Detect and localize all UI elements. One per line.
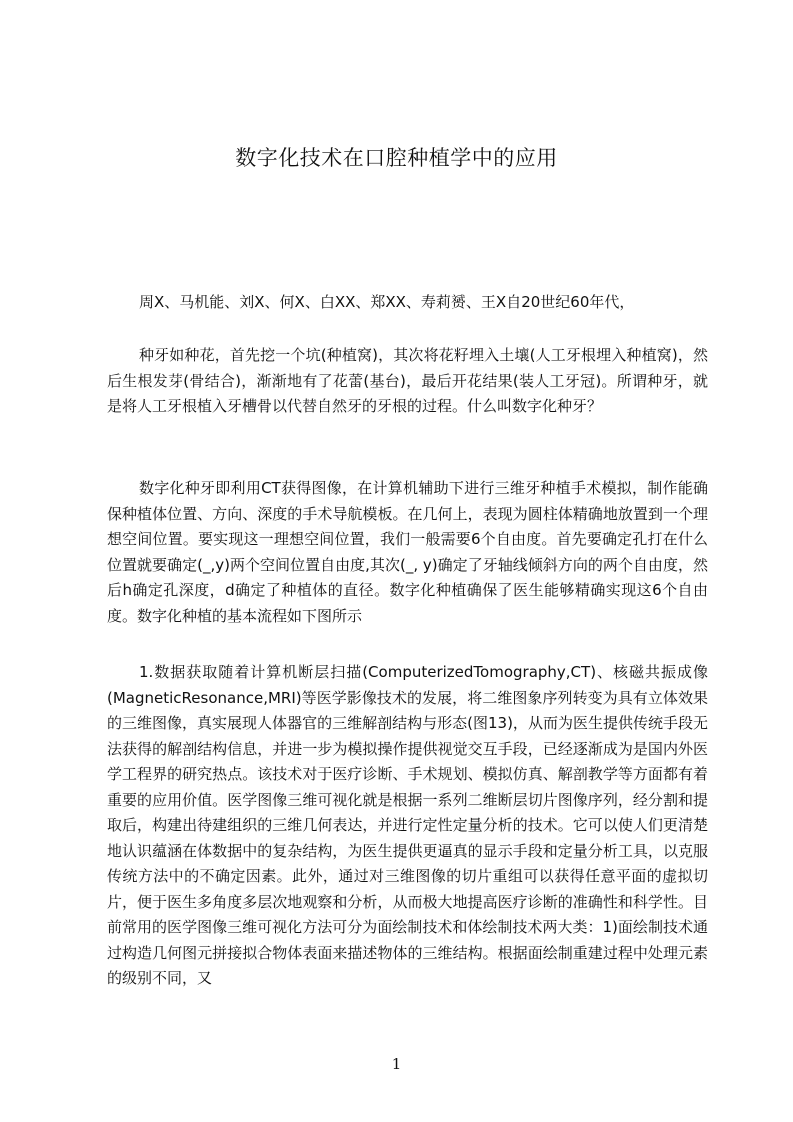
paragraph-data-acquisition: 1.数据获取随着计算机断层扫描(ComputerizedTomography,CT)、核磁共振成像(MagneticResonance,MRI)等医学影像技术的发展，将二维图象序列转变为具有立体效果的三维图像，真实展现人体器官的三维解剖结构与形态(图13)，从而为医生提供传统手段无法获得的解剖结构信息，并进一步为模拟操作提供视觉交互手段，已经逐渐成为是国内外医学工程界的研究热点。该技术对于医疗诊断、手术规划、模拟仿真、解剖教学等方面都有着重要的应用价值。医学图像三维可视化就是根据一系列二维断层切片图像序列，经分割和提取后，构建出待建组织的三维几何表达，并进行定性定量分析的技术。它可以使人们更清楚地认识蕴涵在体数据中的复杂结构，为医生提供更逼真的显示手段和定量分析工具，以克服传统方法中的不确定因素。此外，通过对三维图像的切片重组可以获得任意平面的虚拟切片，便于医生多角度多层次地观察和分析，从而极大地提高医疗诊断的准确性和科学性。目前常用的医学图像三维可视化方法可分为面绘制技术和体绘制技术两大类：1)面绘制技术通过构造几何图元拼接拟合物体表面来描述物体的三维结构。根据面绘制重建过程中处理元素的级别不同，又 (107, 663, 708, 987)
paragraph-authors: 周X、马机能、刘X、何X、白XX、郑XX、寿莉赟、王X自20世纪60年代， (139, 293, 635, 311)
document-title: 数字化技术在口腔种植学中的应用 (235, 146, 558, 170)
paragraph-intro: 种牙如种花，首先挖一个坑(种植窝)，其次将花籽埋入土壤(人工牙根埋入种植窝)，然后生根发芽(骨结合)，渐渐地有了花蕾(基台)，最后开花结果(装人工牙冠)。所谓种牙，就是将人工牙根植入牙槽骨以代替自然牙的牙根的过程。什么叫数字化种牙？ (107, 346, 708, 415)
page-number: 1 (391, 1055, 402, 1073)
paragraph-digital-implant: 数字化种牙即利用CT获得图像，在计算机辅助下进行三维牙种植手术模拟，制作能确保种植体位置、方向、深度的手术导航模板。在几何上，表现为圆柱体精确地放置到一个理想空间位置。要实现这一理想空间位置，我们一般需要6个自由度。首先要确定孔打在什么位置就要确定(_,y)两个空间位置自由度,其次(_, y)确定了牙轴线倾斜方向的两个自由度，然后h确定孔深度，d确定了种植体的直径。数字化种植确保了医生能够精确实现这6个自由度。数字化种植的基本流程如下图所示 (107, 479, 708, 625)
